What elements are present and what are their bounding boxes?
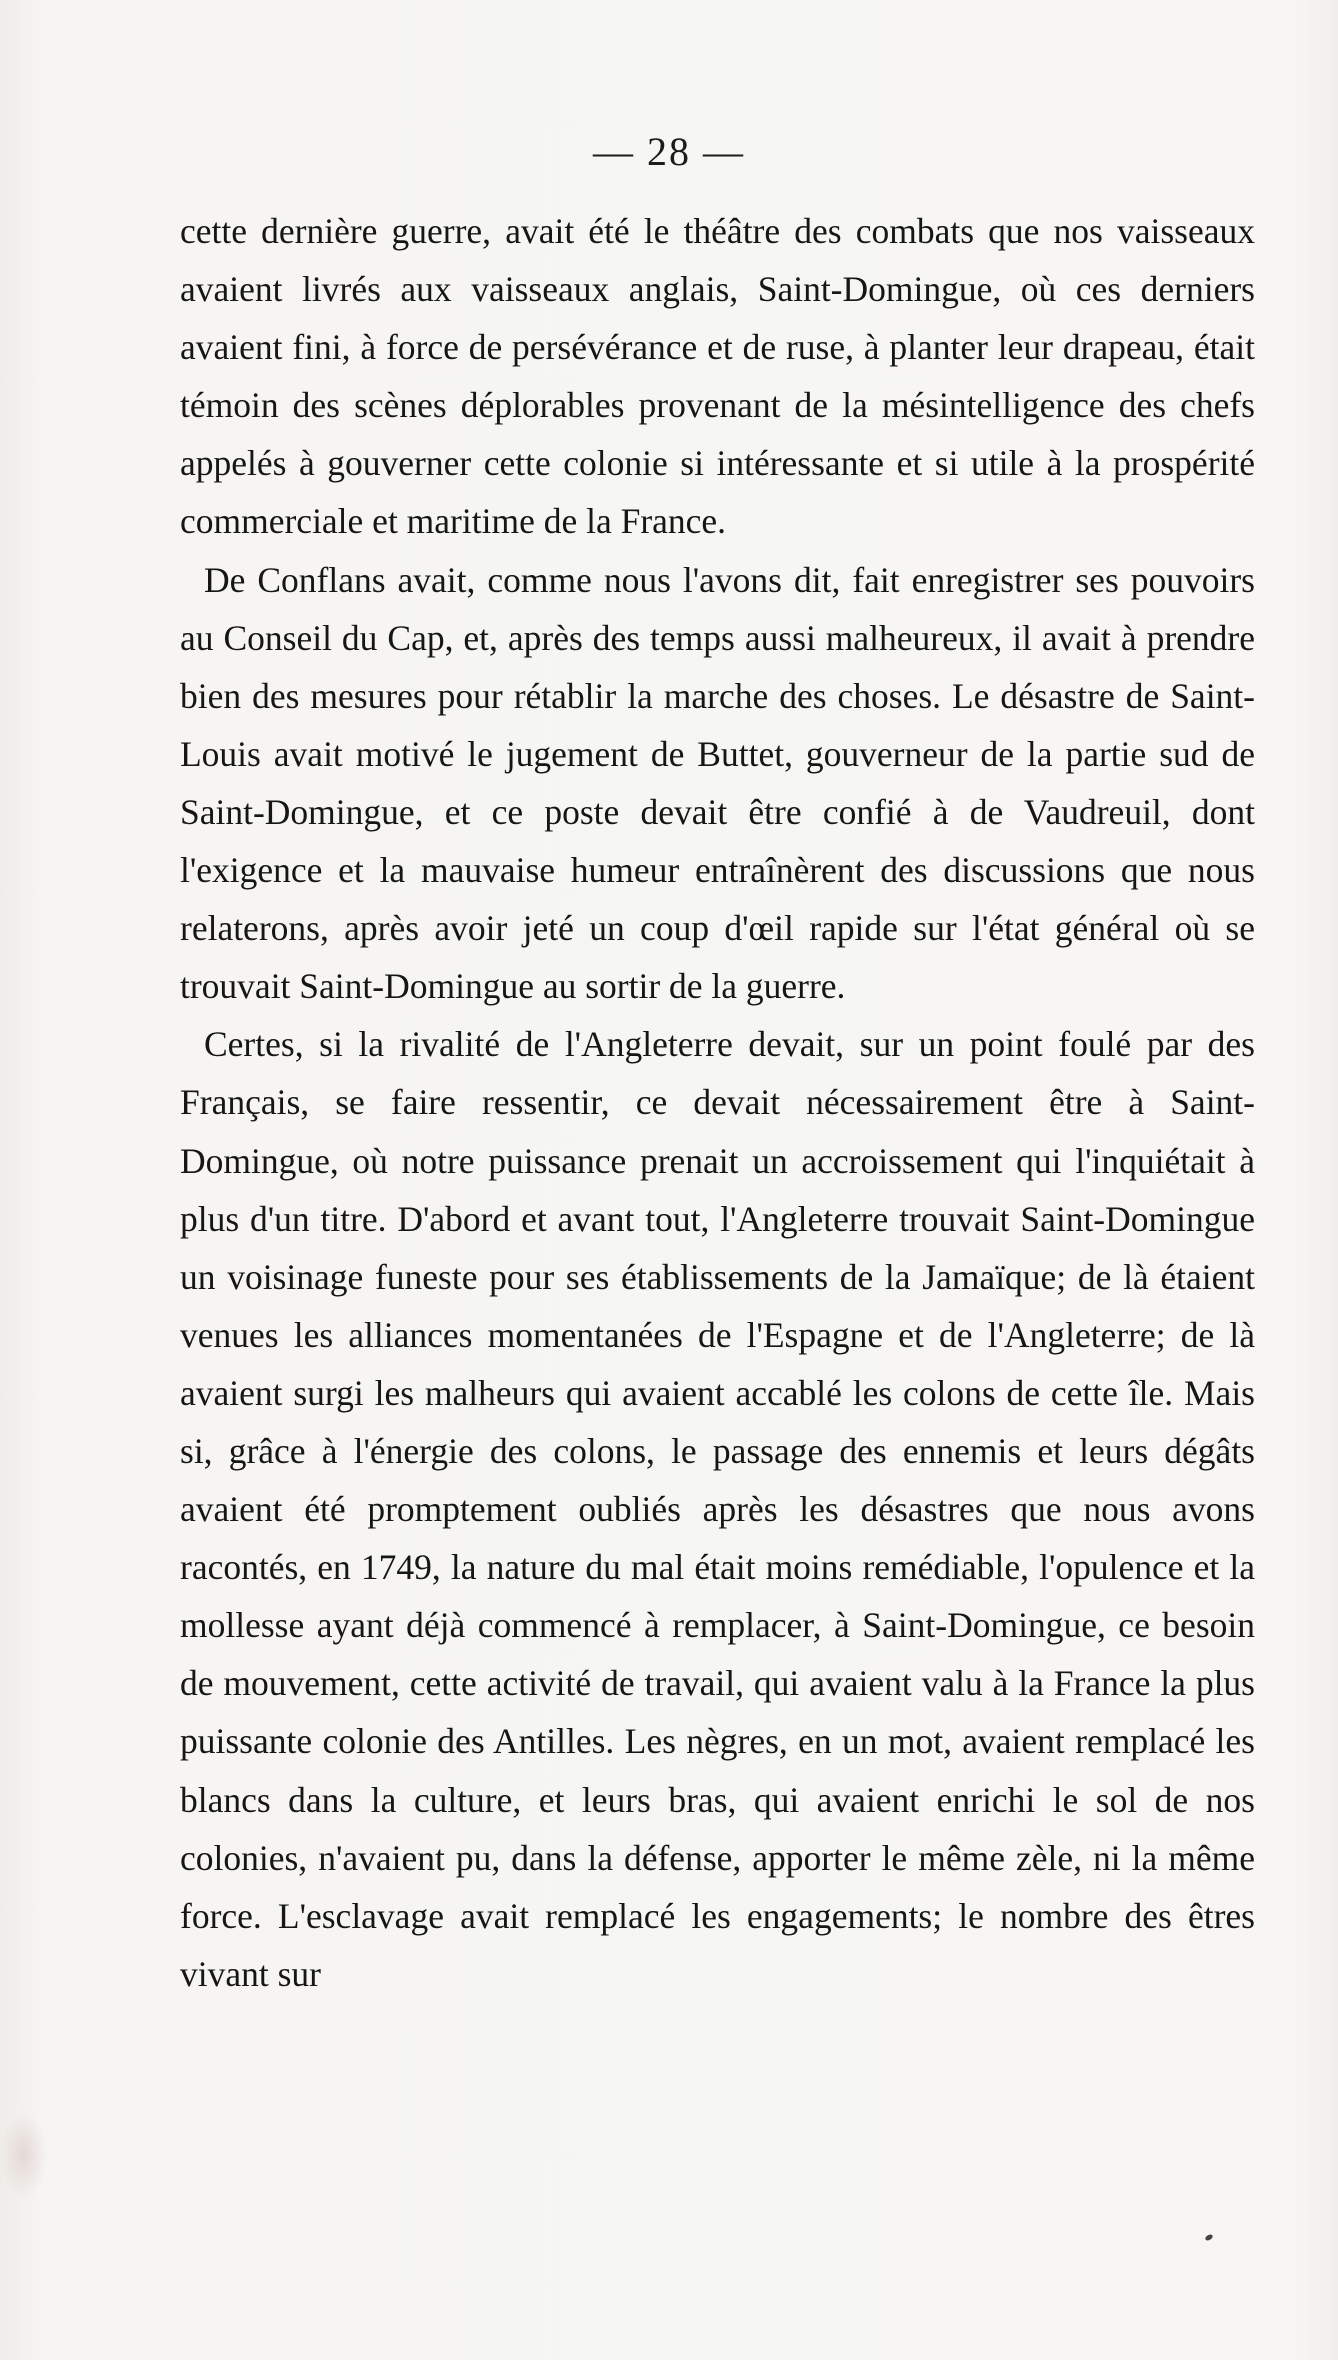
body-text [180, 202, 1255, 2003]
paper-stain [0, 2110, 48, 2200]
paragraph-2: De Conflans avait, comme nous l'avons dit, fait enregistrer ses pouvoirs au Conseil du Cap, et, après des temps aussi malheureux, il avait à prendre bien des mesures pour rétablir la marche des choses. Le désastre de Saint-Louis avait motivé le jugement de Buttet, gouverneur de la partie sud de Saint-Domingue, et ce poste devait être confié à de Vaudreuil, dont l'exigence et la mauvaise humeur entraînèrent des discussions que nous relaterons, après avoir jeté un coup d'œil rapide sur l'état général où se trouvait Saint-Domingue au sortir de la guerre. [180, 559, 1255, 1007]
paragraph-1: cette dernière guerre, avait été le théâtre des combats que nos vaisseaux avaient livrés aux vaisseaux anglais, Saint-Domingue, où ces derniers avaient fini, à force de persévérance et de ruse, à planter leur drapeau, était témoin des scènes déplorables provenant de la mésintelligence des chefs appelés à gouverner cette colonie si intéressante et si utile à la prospérité commerciale et maritime de la France. [180, 211, 1255, 542]
page-number: — 28 — [593, 129, 745, 174]
ink-speck [1204, 2233, 1213, 2241]
paragraph-3: Certes, si la rivalité de l'Angleterre devait, sur un point foulé par des Français, se faire ressentir, ce devait nécessairement être à Saint-Domingue, où notre puissance prenait un accroissement qui l'inquiétait à plus d'un titre. D'abord et avant tout, l'Angleterre trouvait Saint-Domingue un voisinage funeste pour ses établissements de la Jamaïque; de là étaient venues les alliances momentanées de l'Espagne et de l'Angleterre; de là avaient surgi les malheurs qui avaient accablé les colons de cette île. Mais si, grâce à l'énergie des colons, le passage des ennemis et leurs dégâts avaient été promptement oubliés après les désastres que nous avons racontés, en 1749, la nature du mal était moins remédiable, l'opulence et la mollesse ayant déjà commencé à remplacer, à Saint-Domingue, ce besoin de mouvement, cette activité de travail, qui avaient valu à la France la plus puissante colonie des Antilles. Les nègres, en un mot, avaient remplacé les blancs dans la culture, et leurs bras, qui avaient enrichi le sol de nos colonies, n'avaient pu, dans la défense, apporter le même zèle, ni la même force. L'esclavage avait remplacé les engagements; le nombre des êtres vivant sur [180, 1024, 1255, 1994]
